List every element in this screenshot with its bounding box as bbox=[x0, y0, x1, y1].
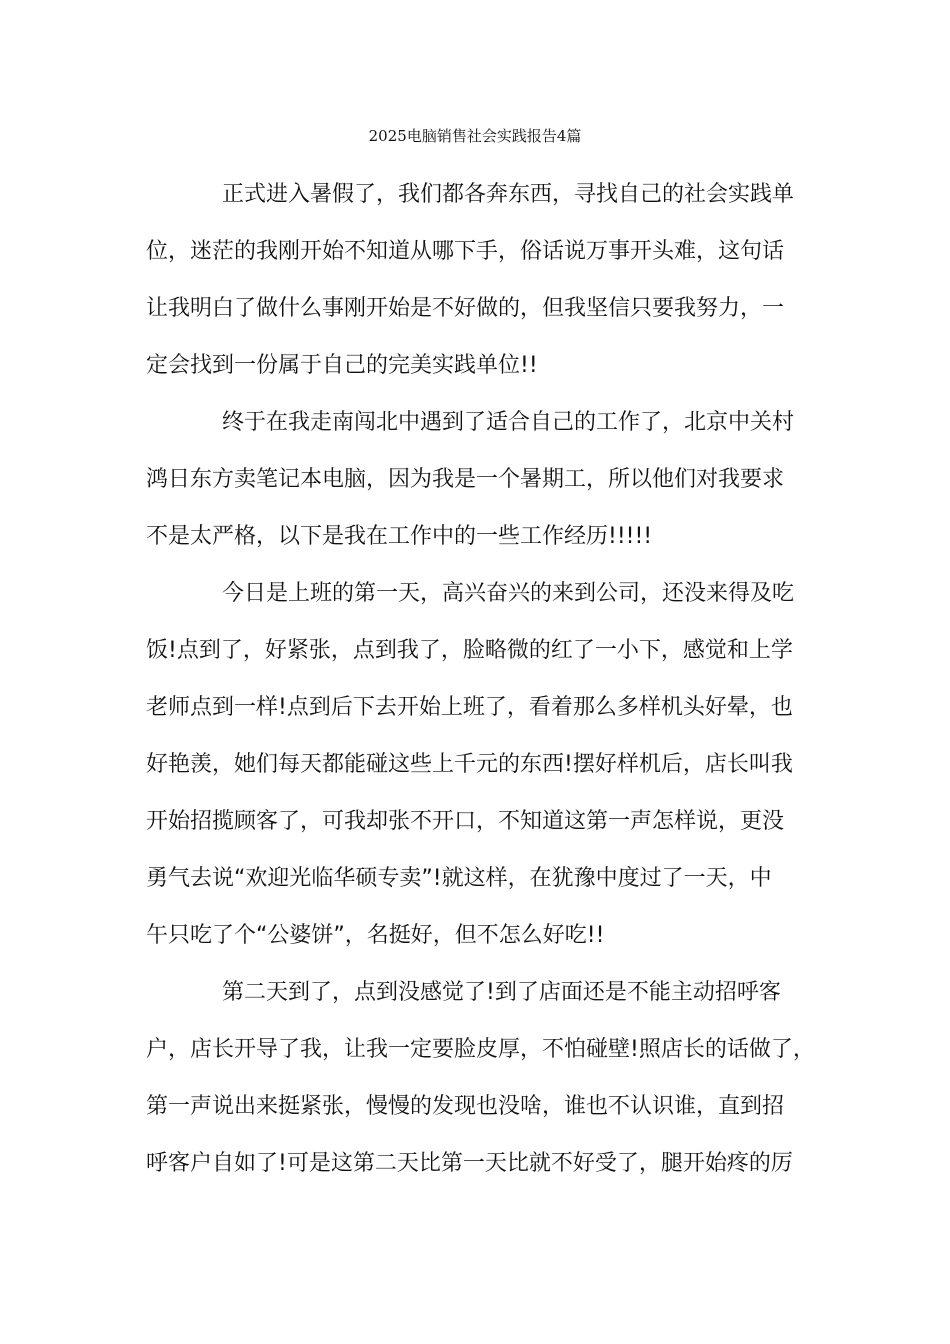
paragraph-line: 让我明白了做什么事刚开始是不好做的，但我坚信只要我努力，一 bbox=[146, 296, 785, 321]
paragraph-line: 呼客户自如了!可是这第二天比第一天比就不好受了，腿开始疼的厉 bbox=[146, 1151, 793, 1176]
paragraph-line: 正式进入暑假了，我们都各奔东西，寻找自己的社会实践单 bbox=[222, 182, 795, 207]
paragraph-line: 定会找到一份属于自己的完美实践单位!! bbox=[146, 353, 538, 378]
paragraph-line: 鸿日东方卖笔记本电脑，因为我是一个暑期工，所以他们对我要求 bbox=[146, 467, 785, 492]
paragraph-line: 饭!点到了，好紧张，点到我了，脸略微的红了一小下，感觉和上学 bbox=[146, 638, 793, 663]
paragraph-line: 终于在我走南闯北中遇到了适合自己的工作了，北京中关村 bbox=[222, 410, 795, 435]
paragraph-line: 第一声说出来挺紧张，慢慢的发现也没啥，谁也不认识谁，直到招 bbox=[146, 1094, 785, 1119]
paragraph-line: 位，迷茫的我刚开始不知道从哪下手，俗话说万事开头难，这句话 bbox=[146, 239, 785, 264]
paragraph-line: 勇气去说“欢迎光临华硕专卖”!就这样，在犹豫中度过了一天，中 bbox=[146, 866, 772, 891]
paragraph-line: 不是太严格，以下是我在工作中的一些工作经历!!!!! bbox=[146, 524, 653, 549]
paragraph-line: 第二天到了，点到没感觉了!到了店面还是不能主动招呼客 bbox=[222, 980, 781, 1005]
paragraph-line: 午只吃了个“公婆饼”，名挺好，但不怎么好吃!! bbox=[146, 923, 605, 948]
document-title: 2025电脑销售社会实践报告4篇 bbox=[368, 127, 582, 145]
paragraph-line: 户，店长开导了我，让我一定要脸皮厚，不怕碰壁!照店长的话做了， bbox=[146, 1037, 815, 1062]
paragraph-line: 开始招揽顾客了，可我却张不开口，不知道这第一声怎样说，更没 bbox=[146, 809, 785, 834]
paragraph-line: 老师点到一样!点到后下去开始上班了，看着那么多样机头好晕，也 bbox=[146, 695, 793, 720]
paragraph-line: 好艳羡，她们每天都能碰这些上千元的东西!摆好样机后，店长叫我 bbox=[146, 752, 793, 777]
paragraph-line: 今日是上班的第一天，高兴奋兴的来到公司，还没来得及吃 bbox=[222, 581, 795, 606]
